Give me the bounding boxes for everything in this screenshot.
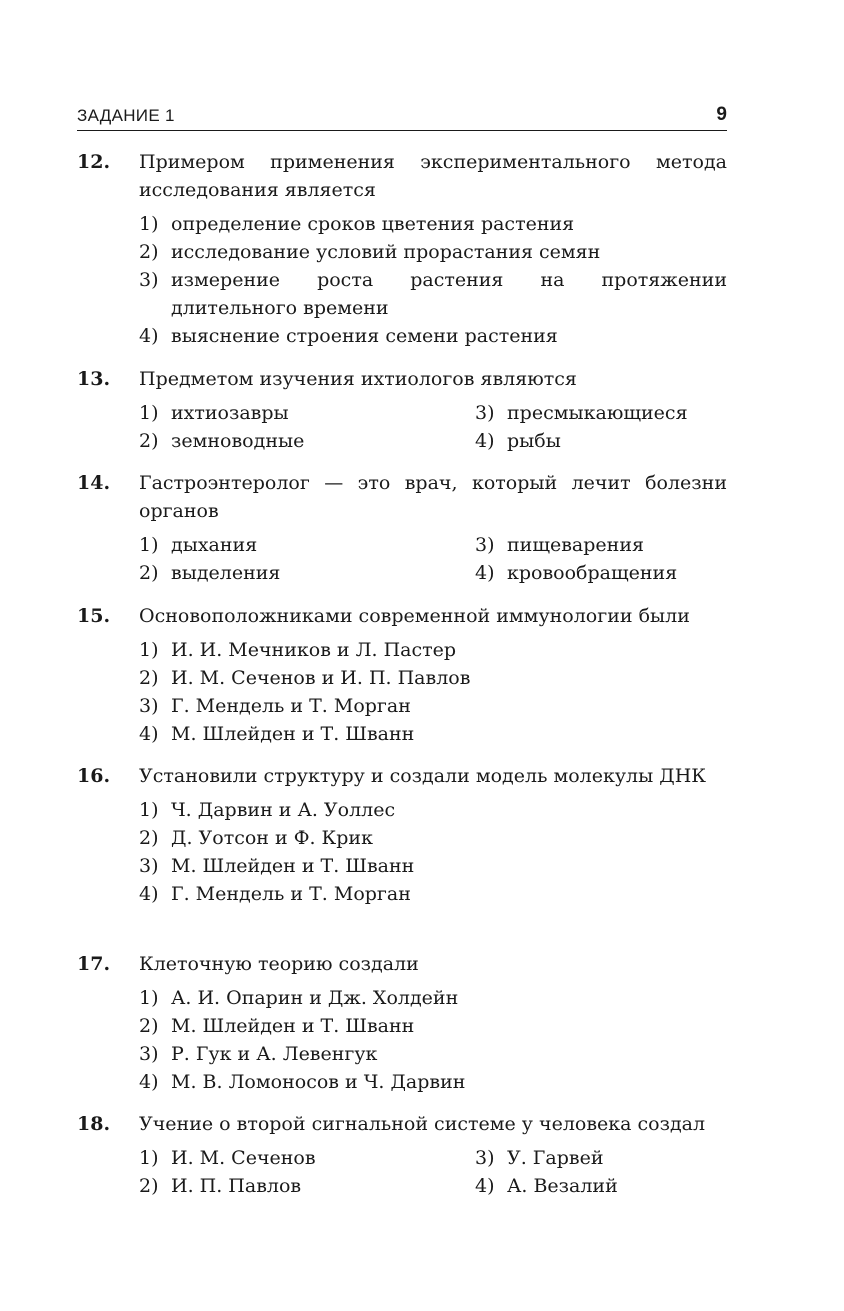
question-text: Установили структуру и создали модель молекулы ДНК xyxy=(139,765,706,787)
option[interactable] xyxy=(139,399,475,427)
page-number: 9 xyxy=(716,104,727,125)
option-number: 1) xyxy=(139,987,159,1009)
option[interactable] xyxy=(139,1068,727,1096)
option[interactable] xyxy=(139,692,727,720)
option-number: 4) xyxy=(475,430,495,452)
option[interactable] xyxy=(139,559,475,587)
option[interactable] xyxy=(139,880,727,908)
option-text: выделения xyxy=(171,562,281,584)
options-grid xyxy=(139,1144,727,1200)
question-text: Гастроэнтеролог — это врач, который лечит болезни органов xyxy=(139,472,727,522)
option[interactable] xyxy=(139,1172,475,1200)
option-text: рыбы xyxy=(507,430,561,452)
question-number: 14. xyxy=(77,472,111,494)
option-text: М. В. Ломоносов и Ч. Дарвин xyxy=(171,1071,466,1093)
option[interactable] xyxy=(475,1172,727,1200)
option[interactable] xyxy=(139,852,727,880)
page-header xyxy=(77,102,727,131)
question-number: 13. xyxy=(77,368,111,390)
option[interactable] xyxy=(139,1144,475,1172)
option-number: 2) xyxy=(139,1015,159,1037)
option-text: исследование условий прорастания семян xyxy=(171,241,601,263)
option-text: У. Гарвей xyxy=(507,1147,604,1169)
option-text: Р. Гук и А. Левенгук xyxy=(171,1043,378,1065)
option-number: 2) xyxy=(139,827,159,849)
option-text: Г. Мендель и Т. Морган xyxy=(171,695,411,717)
option-number: 3) xyxy=(139,695,159,717)
question-number: 17. xyxy=(77,953,111,975)
question-15 xyxy=(77,602,727,748)
option[interactable] xyxy=(139,796,727,824)
question-number: 12. xyxy=(77,151,111,173)
option[interactable] xyxy=(139,531,475,559)
option-text: земноводные xyxy=(171,430,305,452)
option-text: А. И. Опарин и Дж. Холдейн xyxy=(171,987,459,1009)
option[interactable] xyxy=(139,984,727,1012)
option[interactable] xyxy=(139,664,727,692)
options-list xyxy=(139,636,727,748)
question-text: Примером применения экспериментального метода исследования является xyxy=(139,151,727,201)
question-number: 16. xyxy=(77,765,111,787)
option[interactable] xyxy=(139,210,727,238)
option-number: 1) xyxy=(139,799,159,821)
option[interactable] xyxy=(139,720,727,748)
option-text: измерение роста растения на протяжении длительного времени xyxy=(171,269,727,319)
option[interactable] xyxy=(139,824,727,852)
question-16 xyxy=(77,762,727,908)
option-text: М. Шлейден и Т. Шванн xyxy=(171,723,415,745)
option-number: 2) xyxy=(139,1175,159,1197)
options-list xyxy=(139,984,727,1096)
option-number: 1) xyxy=(139,534,159,556)
options-list xyxy=(139,796,727,908)
option[interactable] xyxy=(139,1040,727,1068)
option-number: 3) xyxy=(475,402,495,424)
option-text: Г. Мендель и Т. Морган xyxy=(171,883,411,905)
option-text: И. М. Сеченов и И. П. Павлов xyxy=(171,667,471,689)
question-text: Клеточную теорию создали xyxy=(139,953,419,975)
option-text: М. Шлейден и Т. Шванн xyxy=(171,855,415,877)
section-title: ЗАДАНИЕ 1 xyxy=(77,106,175,125)
option-text: пресмыкающиеся xyxy=(507,402,688,424)
option[interactable] xyxy=(139,636,727,664)
option-number: 1) xyxy=(139,213,159,235)
option-text: Ч. Дарвин и А. Уоллес xyxy=(171,799,396,821)
option-text: определение сроков цветения растения xyxy=(171,213,575,235)
option-text: выяснение строения семени растения xyxy=(171,325,558,347)
option-number: 4) xyxy=(139,325,159,347)
option[interactable] xyxy=(139,427,475,455)
question-number: 18. xyxy=(77,1113,111,1135)
option-text: кровообращения xyxy=(507,562,678,584)
option-number: 4) xyxy=(475,562,495,584)
question-13 xyxy=(77,365,727,455)
option-number: 4) xyxy=(139,723,159,745)
option-number: 1) xyxy=(139,639,159,661)
option[interactable] xyxy=(139,238,727,266)
option-number: 1) xyxy=(139,1147,159,1169)
option-number: 1) xyxy=(139,402,159,424)
option[interactable] xyxy=(475,559,727,587)
option-number: 2) xyxy=(139,667,159,689)
question-text: Предметом изучения ихтиологов являются xyxy=(139,368,577,390)
option[interactable] xyxy=(139,322,727,350)
option-number: 4) xyxy=(139,883,159,905)
option-number: 2) xyxy=(139,430,159,452)
question-text: Учение о второй сигнальной системе у человека создал xyxy=(139,1113,706,1135)
option[interactable] xyxy=(475,399,727,427)
option-number: 4) xyxy=(139,1071,159,1093)
question-12 xyxy=(77,148,727,350)
option-number: 2) xyxy=(139,241,159,263)
option-text: М. Шлейден и Т. Шванн xyxy=(171,1015,415,1037)
option-number: 3) xyxy=(139,269,159,291)
option-text: ихтиозавры xyxy=(171,402,289,424)
option-number: 3) xyxy=(475,534,495,556)
option-text: И. М. Сеченов xyxy=(171,1147,316,1169)
question-17 xyxy=(77,950,727,1096)
option-text: пищеварения xyxy=(507,534,644,556)
question-18 xyxy=(77,1110,727,1200)
option[interactable] xyxy=(475,427,727,455)
options-list xyxy=(139,210,727,350)
option-number: 3) xyxy=(139,1043,159,1065)
options-grid xyxy=(139,531,727,587)
option-text: И. П. Павлов xyxy=(171,1175,302,1197)
option-text: И. И. Мечников и Л. Пастер xyxy=(171,639,457,661)
question-text: Основоположниками современной иммунологии были xyxy=(139,605,690,627)
option[interactable] xyxy=(475,1144,727,1172)
option-text: Д. Уотсон и Ф. Крик xyxy=(171,827,373,849)
option-number: 4) xyxy=(475,1175,495,1197)
option-number: 2) xyxy=(139,562,159,584)
option-text: дыхания xyxy=(171,534,258,556)
option-number: 3) xyxy=(475,1147,495,1169)
question-number: 15. xyxy=(77,605,111,627)
question-14 xyxy=(77,469,727,587)
option[interactable] xyxy=(139,1012,727,1040)
options-grid xyxy=(139,399,727,455)
option[interactable] xyxy=(475,531,727,559)
option-text: А. Везалий xyxy=(507,1175,618,1197)
option-number: 3) xyxy=(139,855,159,877)
option[interactable] xyxy=(139,266,727,322)
